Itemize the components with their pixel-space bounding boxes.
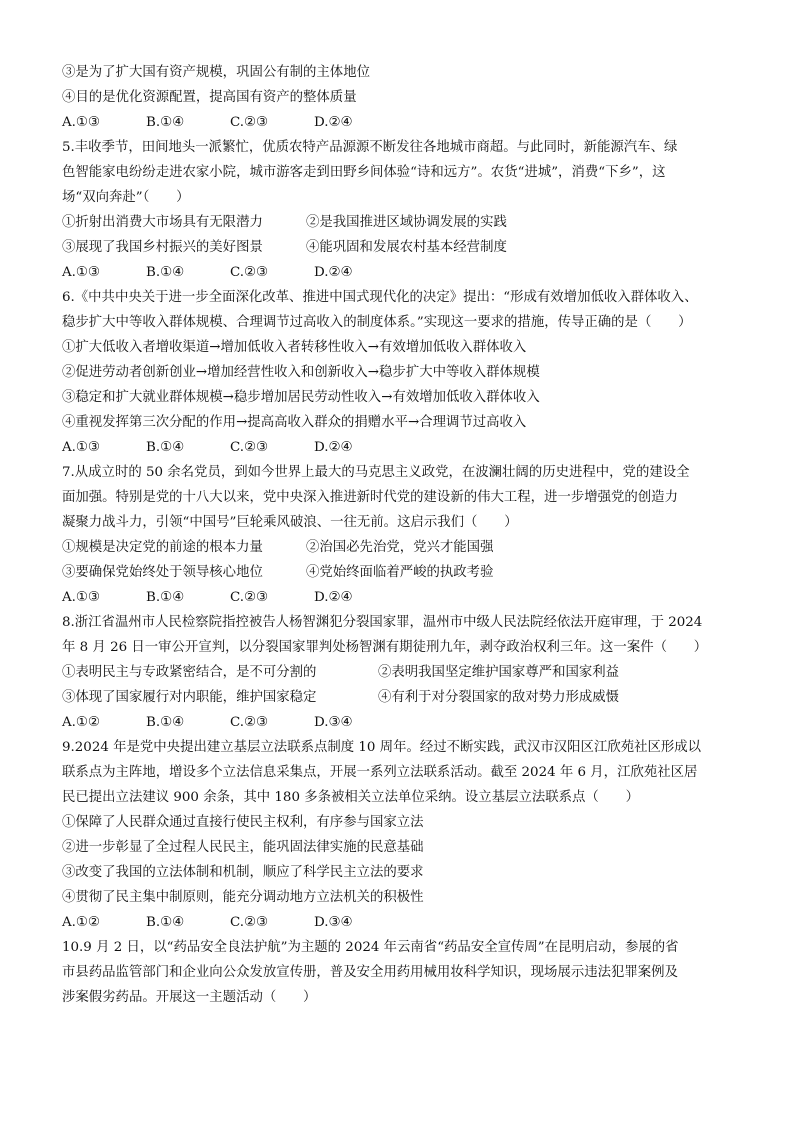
q7-choice-b[interactable]: B.①④ [146,590,185,605]
q7-choice-c[interactable]: C.②③ [230,590,269,605]
q8-choice-a[interactable]: A.①② [62,715,100,730]
q9-choice-c[interactable]: C.②③ [230,915,269,930]
q9-stem-line: 民已提出立法建议 900 余条，其中 180 多条被相关立法单位采纳。设立基层立法联系点（ ） [62,790,639,805]
q4-choice-d[interactable]: D.②④ [314,115,353,130]
q5-option-4: ④能巩固和发展农村基本经营制度 [306,240,507,255]
q5-choice-a[interactable]: A.①③ [62,265,100,280]
q5-stem-line: 5.丰收季节，田间地头一派繁忙，优质农特产品源源不断发往各地城市商超。与此同时，新能源汽车、绿 [62,140,678,155]
q8-choice-d[interactable]: D.③④ [314,715,353,730]
q8-stem-line: 年 8 月 26 日一审公开宣判，以分裂国家罪判处杨智渊有期徒刑九年，剥夺政治权利三年。这一案件（ ） [62,640,708,655]
q7-stem-line: 7.从成立时的 50 余名党员，到如今世界上最大的马克思主义政党，在波澜壮阔的历史进程中，党的建设全 [62,465,690,480]
q5-stem-line: 场“双向奔赴”（ ） [62,190,190,205]
q5-option-2: ②是我国推进区域协调发展的实践 [306,215,507,230]
exam-page [62,60,730,1010]
q9-stem-line: 联系点为主阵地，增设多个立法信息采集点，开展一系列立法联系活动。截至 2024 年 6 月，江欣苑社区居 [62,765,698,780]
q9-option-4: ④贯彻了民主集中制原则，能充分调动地方立法机关的积极性 [62,890,424,905]
q8-option-row [62,660,730,685]
q4-choices [62,110,730,135]
q6-choice-b[interactable]: B.①④ [146,440,185,455]
q5-stem-line: 色智能家电纷纷走进农家小院，城市游客走到田野乡间体验“诗和远方”。农货“进城”，消费“下乡”，这 [62,165,666,180]
q7-option-3: ③要确保党始终处于领导核心地位 [62,565,263,580]
q7-option-2: ②治国必先治党，党兴才能国强 [306,540,494,555]
q6-option-2: ②促进劳动者创新创业→增加经营性收入和创新收入→稳步扩大中等收入群体规模 [62,365,540,380]
q9-stem-line: 9.2024 年是党中央提出建立基层立法联系点制度 10 周年。经过不断实践，武汉市汉阳区江欣苑社区形成以 [62,740,702,755]
q6-option-4: ④重视发挥第三次分配的作用→提高高收入群众的捐赠水平→合理调节过高收入 [62,415,527,430]
q6-choice-d[interactable]: D.②④ [314,440,353,455]
q6-stem-line: 稳步扩大中等收入群体规模、合理调节过高收入的制度体系。”实现这一要求的措施，传导正确的是（ ） [62,315,692,330]
q4-option-3: ③是为了扩大国有资产规模，巩固公有制的主体地位 [62,65,370,80]
q9-choice-b[interactable]: B.①④ [146,915,185,930]
q4-choice-b[interactable]: B.①④ [146,115,185,130]
q7-option-row [62,535,730,560]
q4-option-4: ④目的是优化资源配置，提高国有资产的整体质量 [62,90,357,105]
q5-option-3: ③展现了我国乡村振兴的美好图景 [62,240,263,255]
q10-stem-line: 市县药品监管部门和企业向公众发放宣传册，普及安全用药用械用妆科学知识，现场展示违法犯罪案例及 [62,965,678,980]
q7-option-1: ①规模是决定党的前途的根本力量 [62,540,263,555]
q8-choices [62,710,730,735]
q8-option-4: ④有利于对分裂国家的敌对势力形成威慑 [378,690,620,705]
q4-choice-c[interactable]: C.②③ [230,115,269,130]
q4-choice-a[interactable]: A.①③ [62,115,100,130]
q6-choice-a[interactable]: A.①③ [62,440,100,455]
q7-stem-line: 面加强。特别是党的十八大以来，党中央深入推进新时代党的建设新的伟大工程，进一步增强党的创造力 [62,490,678,505]
q7-choice-a[interactable]: A.①③ [62,590,100,605]
q5-option-1: ①折射出消费大市场具有无限潜力 [62,215,263,230]
q9-option-1: ①保障了人民群众通过直接行使民主权利，有序参与国家立法 [62,815,424,830]
q6-choice-c[interactable]: C.②③ [230,440,269,455]
q5-option-row [62,235,730,260]
q9-choice-d[interactable]: D.③④ [314,915,353,930]
q8-option-row [62,685,730,710]
q8-choice-c[interactable]: C.②③ [230,715,269,730]
q8-stem-line: 8.浙江省温州市人民检察院指控被告人杨智渊犯分裂国家罪，温州市中级人民法院经依法开庭审理，于 2024 [62,615,703,630]
q5-choice-d[interactable]: D.②④ [314,265,353,280]
q9-choice-a[interactable]: A.①② [62,915,100,930]
q5-choice-c[interactable]: C.②③ [230,265,269,280]
q6-option-1: ①扩大低收入者增收渠道→增加低收入者转移性收入→有效增加低收入群体收入 [62,340,527,355]
q7-option-4: ④党始终面临着严峻的执政考验 [306,565,494,580]
q7-option-row [62,560,730,585]
q7-choice-d[interactable]: D.②④ [314,590,353,605]
q7-choices [62,585,730,610]
q9-choices [62,910,730,935]
q10-stem-line: 10.9 月 2 日，以“药品安全良法护航”为主题的 2024 年云南省“药品安全宣传周”在昆明启动，参展的省 [62,940,679,955]
q8-option-3: ③体现了国家履行对内职能，维护国家稳定 [62,690,317,705]
q6-option-3: ③稳定和扩大就业群体规模→稳步增加居民劳动性收入→有效增加低收入群体收入 [62,390,540,405]
q5-choices [62,260,730,285]
q6-stem-line: 6.《中共中央关于进一步全面深化改革、推进中国式现代化的决定》提出：“形成有效增加低收入群体收入、 [62,290,698,305]
q8-choice-b[interactable]: B.①④ [146,715,185,730]
q6-choices [62,435,730,460]
q8-option-2: ②表明我国坚定维护国家尊严和国家利益 [378,665,620,680]
q9-option-3: ③改变了我国的立法体制和机制，顺应了科学民主立法的要求 [62,865,424,880]
q8-option-1: ①表明民主与专政紧密结合，是不可分割的 [62,665,317,680]
q7-stem-line: 凝聚力战斗力，引领“中国号”巨轮乘风破浪、一往无前。这启示我们（ ） [62,515,518,530]
q5-choice-b[interactable]: B.①④ [146,265,185,280]
q9-option-2: ②进一步彰显了全过程人民民主，能巩固法律实施的民意基础 [62,840,424,855]
q10-stem-line: 涉案假劣药品。开展这一主题活动（ ） [62,990,317,1005]
q5-option-row [62,210,730,235]
